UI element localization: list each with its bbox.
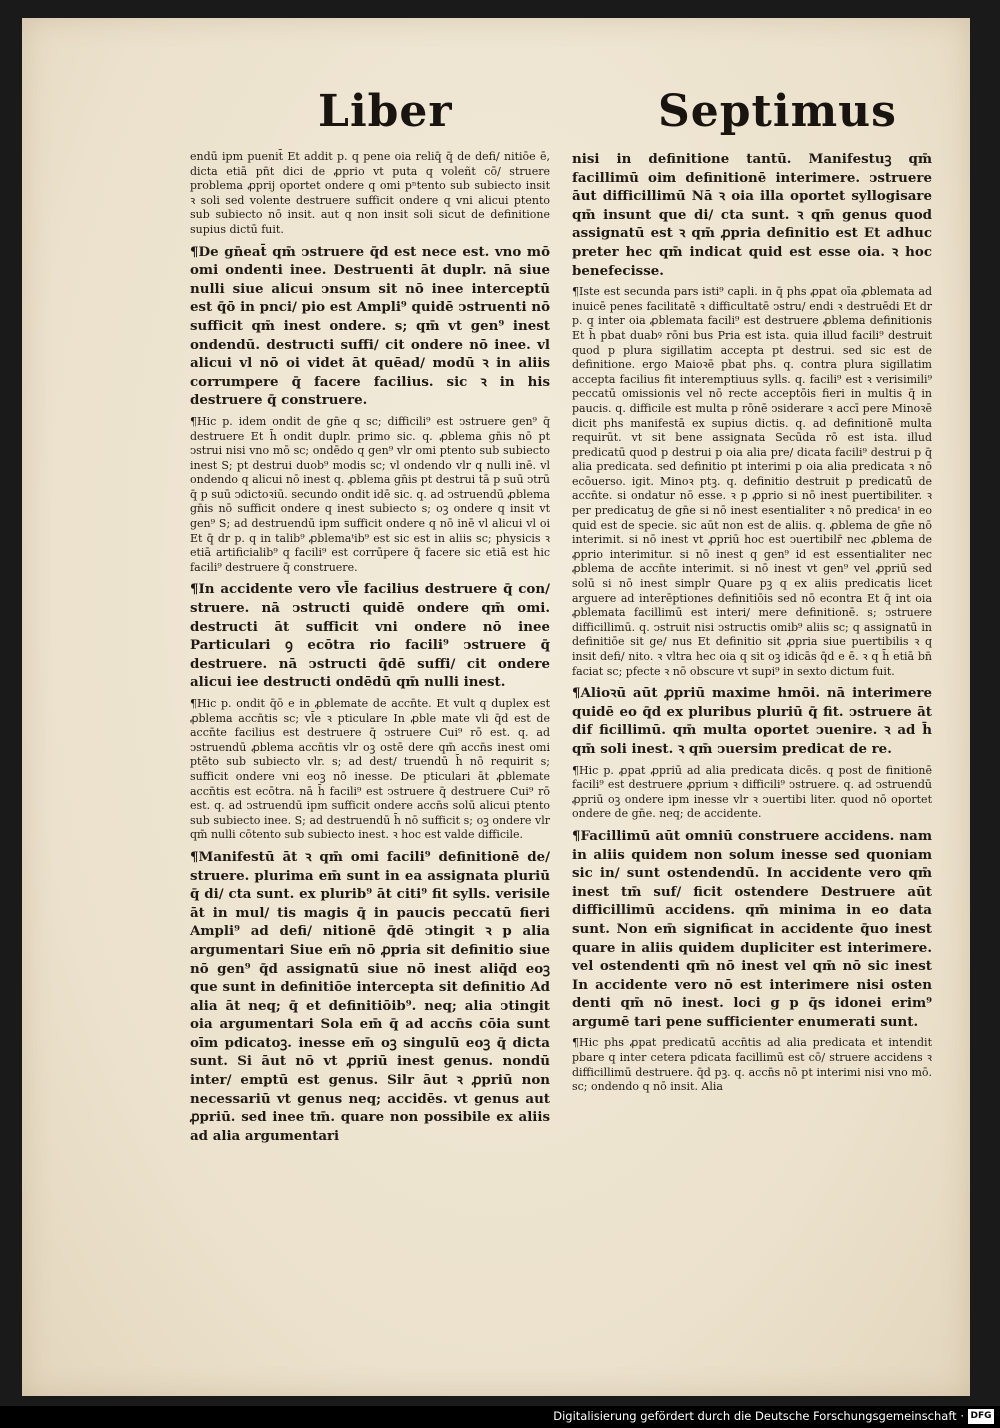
paragraph: ¶Hic p. ondit q̄ō e in ꝓblemate de accn̄te. Et vult q duplex est ꝓblema accn̄tis sc; vl̄e ꝛ pticulare In ꝓble mate vli q̄d est de accn̄te facilius est destruere q̄ ↄstruere Cui⁹ rō est. q. ad ↄstruendū ꝓblema accn̄tis vlr oꝫ ostē dere qm̄ accn̄s inest omi ptēto sub subiecto vlr. s; ad dest/ truendū h̄ nō requirit s; sufficit ondere vni eoꝫ nō inesse. De pticulari āt ꝓblemate accn̄tis est ecōtra. nā h̄ facili⁹ est ↄstruere q̄ destruere Cui⁹ rō est. q. ad ↄstruendū ipm sufficit ondere accn̄s solū alicui ptento sub subiecto inee. S; ad destruendū h̄ nō sufficit s; oꝫ ondere vlr qm̄ nulli cōtento sub subiecto inest. ꝛ hoc est valde difficile. bbox=[190, 697, 550, 842]
right-text-column bbox=[572, 150, 932, 1100]
paragraph: ¶In accidente vero vl̄e facilius destruere q̄ con/ struere. nā ↄstructi quidē ondere qm̄ omi. destructi āt sufficit vni ondere nō inee Particulari ꝯ ecōtra rio facili⁹ ↄstruere q̄ destruere. nā ↄstructi q̄dē suffi/ cit ondere alicui iee destructi ondēdū qm̄ nulli inest. bbox=[190, 581, 550, 691]
running-head-left: Liber bbox=[318, 86, 453, 137]
dfg-logo: DFG bbox=[968, 1409, 994, 1424]
paragraph: ¶Iste est secunda pars isti⁹ capli. in q̄ phs ꝓpat oīa ꝓblemata ad inuicē penes facilitatē ꝛ difficultatē ↄstru/ endi ꝛ destruēdi Et dr p. q inter oia ꝓblemata facili⁹ est destruere ꝓblema definitionis Et h̄ pbat duabꝰ rōni bus Pria est ista. quia illud facili⁹ destruit quod p plura sigillatim accepta pt destrui. sed sic est de definitione. ergo Maioꝛē pbat phs. q. contra plura sigillatim accepta facilius fit interemptiuus sylls. q. facili⁹ est ꝛ verisimili⁹ peccatū omissionis vel nō recte acceptōis fieri in multis q̄ in paucis. q. difficile est multa p rōnē ↄsiderare ꝛ accī pere Minoꝛē dicit phs manifestā ex supius dictis. q. ad definitionē multa requirūt. vt sit bene assignata Secūda rō est ista. illud predicatū quod p destrui p oia alia pre/ dicata facili⁹ destrui p q̄ alia predicata. sed definitio pt interimi p oia alia predicata ꝛ nō ecōuerso. igit. Minoꝛ ptꝫ. q. definitio destruit p predicatū de accn̄te. si ondatur nō esse. ꝛ p ꝓprio si nō inest puertibiliter. ꝛ per predicatuꝫ de gn̄e si nō inest esentialiter ꝛ nō predicaᵗ in eo quid est de specie. sic aūt non est de aliis. q. ꝓblema de gn̄e nō interimit. si nō inest vt ꝓpriū hoc est ↄuertibilr̄ nec ꝓblema de ꝓprio interimitur. si nō inest q gen⁹ id est essentialiter nec ꝓblema de accn̄te interimit. si nō inest vt gen⁹ vel ꝓpriū sed solū si nō inest simplr Quare pꝫ q ex aliis predicatis licet arguere ad interēptiones definitiōis sed nō econtra Et q̄ int oia ꝓblemata facillimū est interi/ mere definitionē. s; ↄstruere difficillimū. q. ↄstruit nisi ↄstructis omib⁹ aliis sc; q assignatū in definitiōe sit ge/ nus Et definitio sit ꝓpria siue puertibilis ꝛ q insit defi/ nito. ꝛ vltra hec oia q sit oꝫ idicās q̄d e ē. ꝛ q h̄ etiā bn̄ faciat sc; pfecte ꝛ nō obscure vt supi⁹ in sexto dictum fuit. bbox=[572, 285, 932, 678]
funding-credit: Digitalisierung gefördert durch die Deutsche Forschungsgemeinschaft · bbox=[553, 1409, 964, 1423]
paragraph: ¶Hic phs ꝓpat predicatū accn̄tis ad alia predicata et intendit pbare q inter cetera pdicata facillimū est cō/ struere accidens ꝛ difficillimū destruere. q̄d pꝫ. q. accn̄s nō pt interimi nisi vno mō. sc; ondendo q nō insit. Alia bbox=[572, 1036, 932, 1094]
running-head-right: Septimus bbox=[658, 86, 897, 137]
paragraph: ¶Hic p. idem ondit de gn̄e q sc; difficili⁹ est ↄstruere gen⁹ q̄ destruere Et h̄ ondit duplr. primo sic. q. ꝓblema gn̄is nō pt ↄstrui nisi vno mō sc; ondēdo q gen⁹ vlr omi ptento sub subiecto inest S; pt destrui duob⁹ modis sc; vl ondendo vlr q nulli inē. vl ondendo q alicui nō inest q. ꝓblema gn̄is pt destrui tā p suū ↄtrū q̄ p suū ↄdictoꝛiū. secundo ondit idē sic. q. ad ↄstruendū ꝓblema gn̄is nō sufficit ondere q inest subiecto s; oꝫ ondere q insit vt gen⁹ S; ad destruendū ipm sufficit ondere q nō inē vl alicui vl oi Et q̄ dr p. q in talib⁹ ꝓblemaᵗib⁹ est sic est in aliis sc; physicis ꝛ etiā artificialib⁹ q facili⁹ est corrūpere q̄ facere sic etiā est hic facili⁹ destruere q̄ construere. bbox=[190, 414, 550, 574]
paragraph: nisi in definitione tantū. Manifestuꝫ qm̄ facillimū oim definitionē interimere. ↄstruere āut difficillimū Nā ꝛ oia illa oportet syllogisare qm̄ insunt que di/ cta sunt. ꝛ qm̄ genus quod assignatū est ꝛ qm̄ ꝓpria definitio est Et adhuc preter hec qm̄ indicat quid est esse oia. ꝛ hoc benefecisse. bbox=[572, 151, 932, 279]
paragraph: ¶De gn̄eat̄ qm̄ ↄstruere q̄d est nece est. vno mō omi ondenti inee. Destruenti āt duplr. nā siue nulli siue alicui ↄnsum sit nō inee interceptū est q̄ō in pnci/ pio est Ampli⁹ quidē ↄstruenti nō sufficit qm̄ inest ondere. s; qm̄ vt gen⁹ inest ondendū. destructi suffi/ cit ondere nō inee. vl alicui vl nō oi videt āt quēad/ modū ꝛ in aliis corrumpere q̄ facere facilius. sic ꝛ in his destruere q̄ construere. bbox=[190, 243, 550, 409]
paragraph: ¶Facillimū aūt omniū construere accidens. nam in aliis quidem non solum inesse sed quoniam sic in/ sunt ostendendū. In accidente vero qm̄ inest tm̄ suf/ ficit ostendere Destruere aūt difficillimū accidens. qm̄ minima in eo data sunt. Non em̄ significat in accidente q̄uo inest quare in aliis quidem dupliciter est interimere. vel ostendenti qm̄ nō inest vel qm̄ nō sic inest In accidente vero nō est interimere nisi osten denti qm̄ nō inest. loci g p q̄s idonei erim⁹ argumē tari pene sufficienter enumerati sunt. bbox=[572, 827, 932, 1030]
left-text-column bbox=[190, 150, 550, 1150]
paragraph: ¶Alioꝛū aūt ꝓpriū maxime hmōi. nā interimere quidē eo q̄d ex pluribus pluriū q̄ fit. ↄstruere āt dif ficillimū. qm̄ multa oportet ↄuenire. ꝛ ad h̄ qm̄ soli inest. ꝛ qm̄ ↄuersim predicat de re. bbox=[572, 685, 932, 757]
paragraph: ¶Manifestū āt ꝛ qm̄ omi facili⁹ definitionē de/ struere. plurima em̄ sunt in ea assignata pluriū q̄ di/ cta sunt. ex plurib⁹ āt citi⁹ fit sylls. verisile āt in mul/ tis magis q̄ in paucis peccatū fieri Ampli⁹ ad defi/ nitionē q̄dē ↄtingit ꝛ p alia argumentari Siue em̄ nō ꝓpria sit definitio siue nō gen⁹ q̄d assignatū siue nō inest aliq̄d eoꝫ que sunt in definitiōe intercepta sit definitio Ad alia āt neq; q̄ et definitiōib⁹. neq; alia ↄtingit oia argumentari Sola em̄ q̄ ad accn̄s cōia sunt oīm pdicatoꝫ. inesse em̄ oꝫ singulū eoꝫ q̄ dicta sunt. Si āut nō vt ꝓpriū inest genus. nondū inter/ emptū est genus. Silr āut ꝛ ꝓpriū non necessariū vt genus neq; accidēs. vt genus aut ꝓpriū. sed inee tm̄. quare non possibile ex aliis ad alia argumentari bbox=[190, 848, 550, 1144]
paragraph: endū ipm puenit̄ Et addit p. q pene oia reliq̄ q̄ de defi/ nitiōe ē, dicta etiā pn̄t dici de ꝓprio vt puta q voleñt cō/ struere problema ꝓprij oportet ondere q omi pⁿtento sub subiecto insit ꝛ soli sed volente destruere sufficit ondere q vni alicui ptento sub subiecto nō insit. aut q non insit soli sicut de definitione supius dictū fuit. bbox=[190, 150, 550, 236]
paragraph: ¶Hic p. ꝓpat ꝓpriū ad alia predicata dicēs. q post de finitionē facili⁹ est destruere ꝓprium ꝛ difficili⁹ ↄstruere. q. ad ↄstruendū ꝓpriū oꝫ ondere ipm inesse vlr ꝛ ↄuertibi liter. quod nō oportet ondere de gn̄e. neq; de accidente. bbox=[572, 763, 932, 821]
